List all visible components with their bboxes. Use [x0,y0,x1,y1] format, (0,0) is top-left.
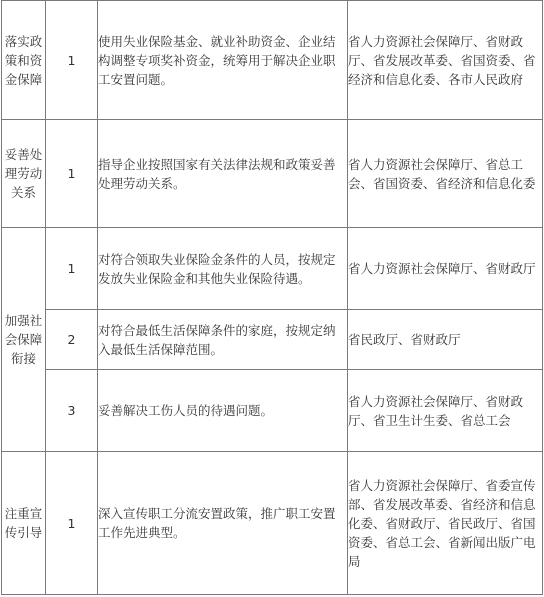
departments-cell: 省人力资源社会保障厅、省总工会、省国资委、省经济和信息化委 [348,120,543,228]
category-cell [2,1,46,120]
table-row [2,228,543,310]
table-row [2,452,543,595]
measure-cell: 妥善解决工伤人员的待遇问题。 [98,370,348,452]
category-cell [2,228,46,452]
table-row [2,310,543,370]
item-number: 1 [46,452,98,595]
departments-cell: 省民政厅、省财政厅 [348,310,543,370]
item-number: 2 [46,310,98,370]
measure-cell: 深入宣传职工分流安置政策，推广职工安置工作先进典型。 [98,452,348,595]
item-number: 1 [46,1,98,120]
table-row [2,120,543,228]
item-number: 3 [46,370,98,452]
table-row [2,370,543,452]
policy-table [1,0,543,595]
category-label: 加强社会保障衔接 [4,313,43,366]
category-cell [2,452,46,595]
measure-cell: 使用失业保险基金、就业补助资金、企业结构调整专项奖补资金，统筹用于解决企业职工安置问题。 [98,1,348,120]
measure-cell: 对符合领取失业保险金条件的人员，按规定发放失业保险金和其他失业保险待遇。 [98,228,348,310]
item-number: 1 [46,120,98,228]
category-cell [2,120,46,228]
departments-cell: 省人力资源社会保障厅、省财政厅 [348,228,543,310]
table-row [2,1,543,120]
departments-cell: 省人力资源社会保障厅、省委宣传部、省发展改革委、省经济和信息化委、省财政厅、省民政厅、省国资委、省总工会、省新闻出版广电局 [348,452,543,595]
measure-cell: 对符合最低生活保障条件的家庭，按规定纳入最低生活保障范围。 [98,310,348,370]
item-number: 1 [46,228,98,310]
category-label: 注重宣传引导 [4,506,43,540]
category-label: 落实政策和资金保障 [4,33,43,87]
category-label: 妥善处理劳动关系 [4,147,43,200]
departments-cell: 省人力资源社会保障厅、省财政厅、省发展改革委、省国资委、省经济和信息化委、各市人民政府 [348,1,543,120]
departments-cell: 省人力资源社会保障厅、省财政厅、省卫生计生委、省总工会 [348,370,543,452]
measure-cell: 指导企业按照国家有关法律法规和政策妥善处理劳动关系。 [98,120,348,228]
